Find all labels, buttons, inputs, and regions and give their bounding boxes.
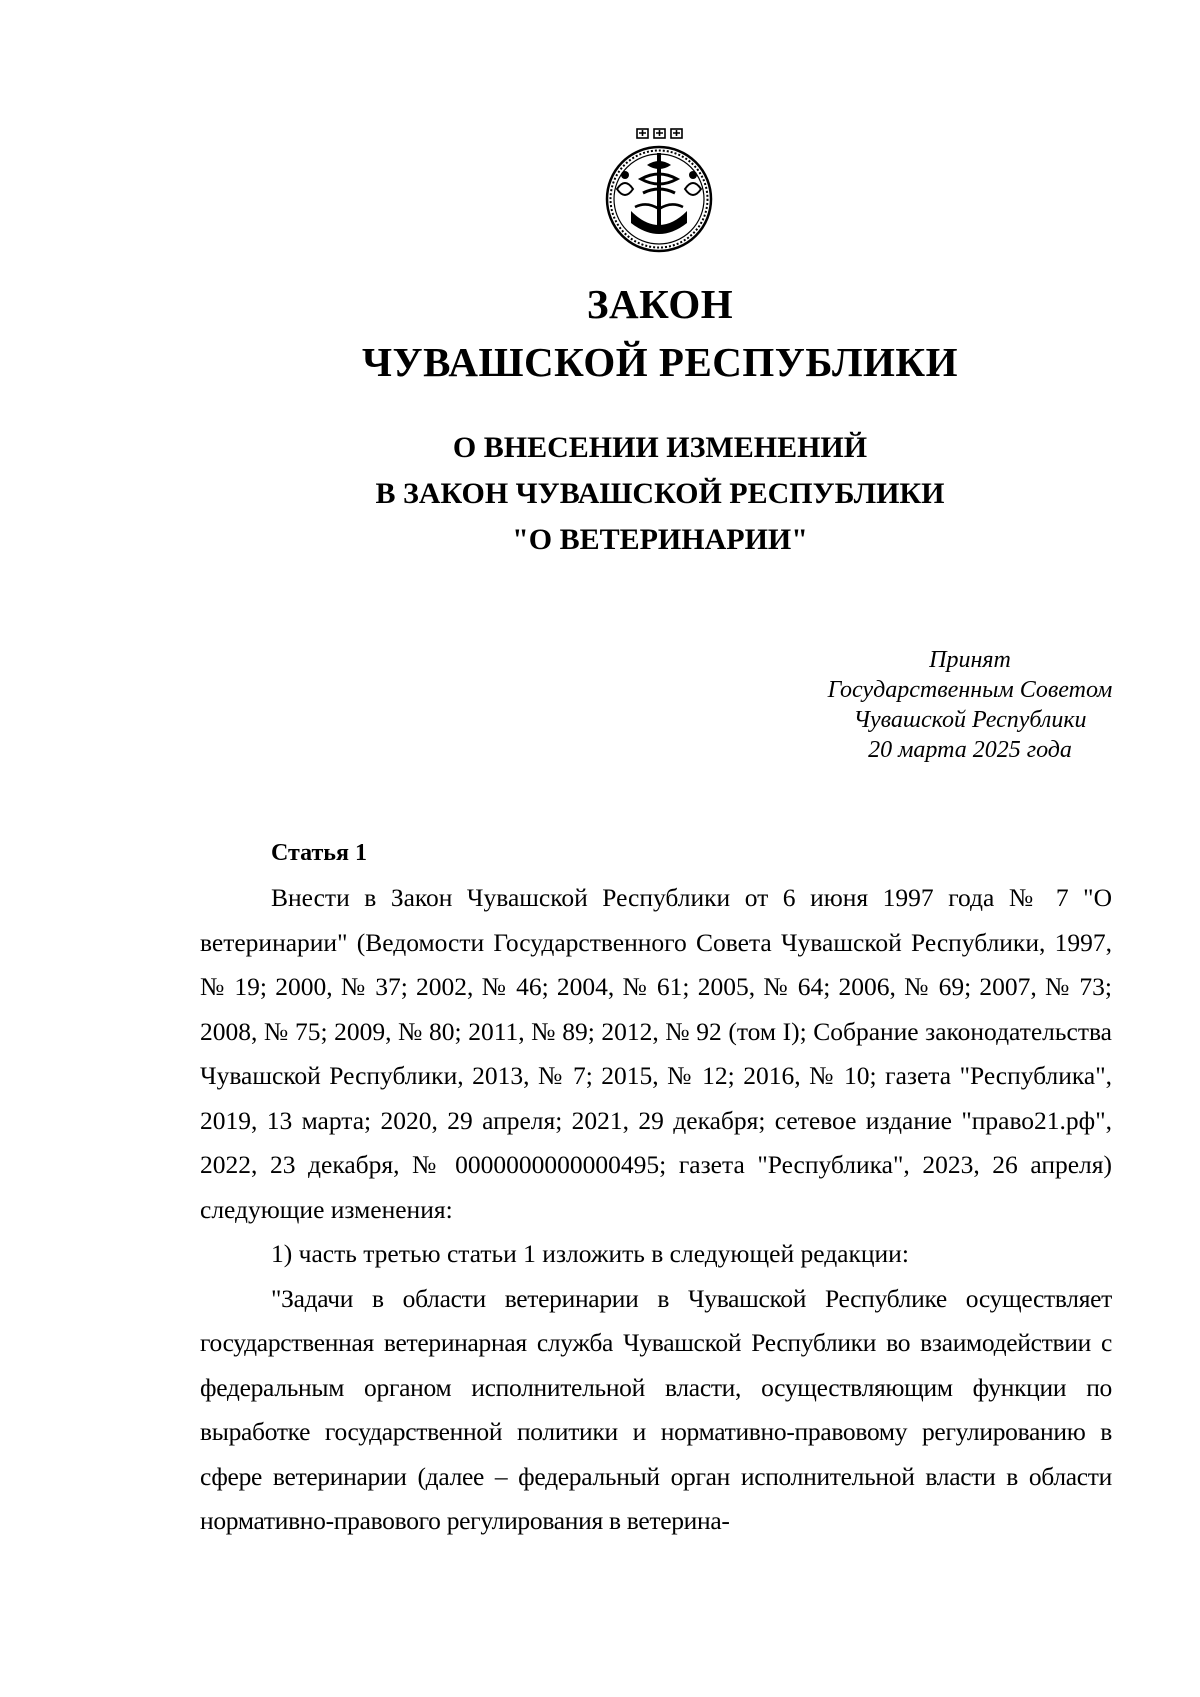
law-title-line2: ЧУВАШСКОЙ РЕСПУБЛИКИ	[361, 339, 959, 385]
emblem-icon	[597, 127, 722, 255]
adoption-line1: Принят	[929, 647, 1011, 673]
paragraph-new-text: "Задачи в области ветеринарии в Чувашской Республике осуществляет государственная ветеринарная служба Чувашской Республики во взаимодействии с федеральным органом исполнительной власти, осуществляющим функции по выработке государственной политики и нормативно-правовому регулированию в сфере ветеринарии (далее – федеральный орган исполнительной власти в области нормативно-правового регулирования в ветерина-	[200, 1283, 1112, 1535]
adoption-line2: Государственным Советом	[827, 677, 1113, 703]
adoption-date: 20 марта 2025 года	[868, 737, 1072, 763]
law-title-line1: ЗАКОН	[586, 281, 734, 327]
coat-of-arms-emblem	[597, 127, 722, 255]
paragraph-item-1: 1) часть третью статьи 1 изложить в следующей редакции:	[271, 1239, 909, 1268]
law-subtitle-line2: В ЗАКОН ЧУВАШСКОЙ РЕСПУБЛИКИ	[375, 477, 945, 510]
law-title	[0, 275, 1200, 391]
paragraph-amendment-intro: Внести в Закон Чувашской Республики от 6 июня 1997 года № 7 "О ветеринарии" (Ведомости Государственного Совета Чувашской Республики, 1997, № 19; 2000, № 37; 2002, № 46; 2004, № 61; 2005, № 64; 2006, № 69; 2007, № 73; 2008, № 75; 2009, № 80; 2011, № 89; 2012, № 92 (том I); Собрание законодательства Чувашской Республики, 2013, № 7; 2015, № 12; 2016, № 10; газета "Республика", 2019, 13 марта; 2020, 29 апреля; 2021, 29 декабря; сетевое издание "право21.рф", 2022, 23 декабря, № 0000000000000495; газета "Республика", 2023, 26 апреля) следующие изменения:	[200, 883, 1112, 1224]
law-subtitle-line1: О ВНЕСЕНИИ ИЗМЕНЕНИЙ	[452, 431, 868, 464]
adoption-line3: Чувашской Республики	[853, 707, 1087, 733]
article-heading: Статья 1	[271, 840, 367, 866]
adoption-note	[760, 645, 1180, 765]
law-subtitle-line3: "О ВЕТЕРИНАРИИ"	[512, 523, 808, 556]
article-body	[200, 876, 1112, 1544]
law-subtitle	[0, 425, 1200, 563]
